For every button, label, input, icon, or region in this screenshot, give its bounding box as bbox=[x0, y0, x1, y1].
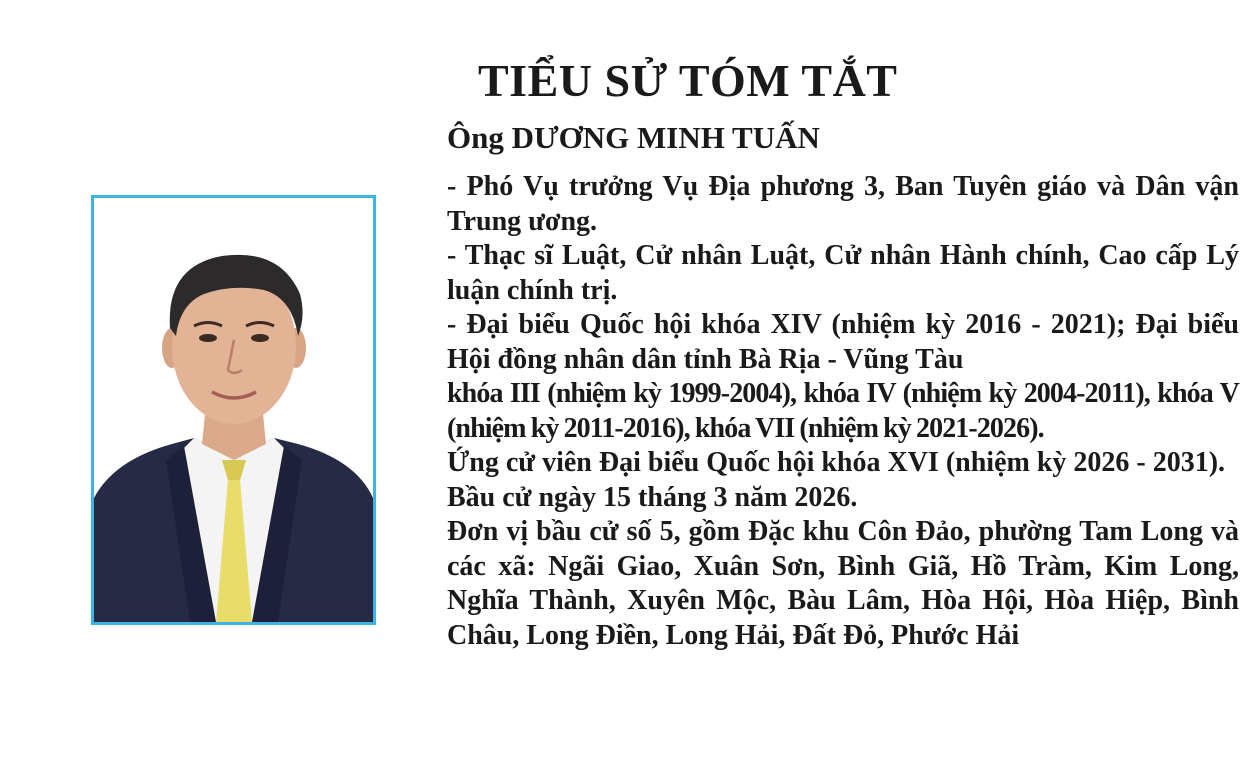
portrait-photo bbox=[91, 195, 376, 625]
biography-text bbox=[447, 170, 1239, 653]
person-name: Ông DƯƠNG MINH TUẤN bbox=[447, 120, 820, 155]
biography-paragraph-delegate: - Đại biểu Quốc hội khóa XIV (nhiệm kỳ 2016 - 2021); Đại biểu Hội đồng nhân dân tỉnh Bà Rịa - Vũng Tàu bbox=[447, 309, 1239, 375]
page-title: TIỂU SỬ TÓM TẮT bbox=[478, 55, 898, 106]
biography-paragraph-education: - Thạc sĩ Luật, Cử nhân Luật, Cử nhân Hành chính, Cao cấp Lý luận chính trị. bbox=[447, 240, 1239, 306]
biography-paragraph-terms: khóa III (nhiệm kỳ 1999-2004), khóa IV (nhiệm kỳ 2004-2011), khóa V (nhiệm kỳ 2011-2016), khóa VII (nhiệm kỳ 2021-2026). bbox=[447, 378, 1239, 444]
biography-paragraph-position: - Phó Vụ trưởng Vụ Địa phương 3, Ban Tuyên giáo và Dân vận Trung ương. bbox=[447, 171, 1239, 237]
biography-paragraph-election-date: Bầu cử ngày 15 tháng 3 năm 2026. bbox=[447, 481, 858, 513]
biography-paragraph-constituency: Đơn vị bầu cử số 5, gồm Đặc khu Côn Đảo, phường Tam Long và các xã: Ngãi Giao, Xuân Sơn, Bình Giã, Hồ Tràm, Kim Long, Nghĩa Thành, Xuyên Mộc, Bàu Lâm, Hòa Hội, Hòa Hiệp, Bình Châu, Long Điền, Long Hải, Đất Đỏ, Phước Hải bbox=[447, 516, 1239, 651]
biography-paragraph-candidacy: Ứng cử viên Đại biểu Quốc hội khóa XVI (nhiệm kỳ 2026 - 2031). bbox=[447, 447, 1226, 478]
portrait-illustration bbox=[94, 198, 373, 622]
